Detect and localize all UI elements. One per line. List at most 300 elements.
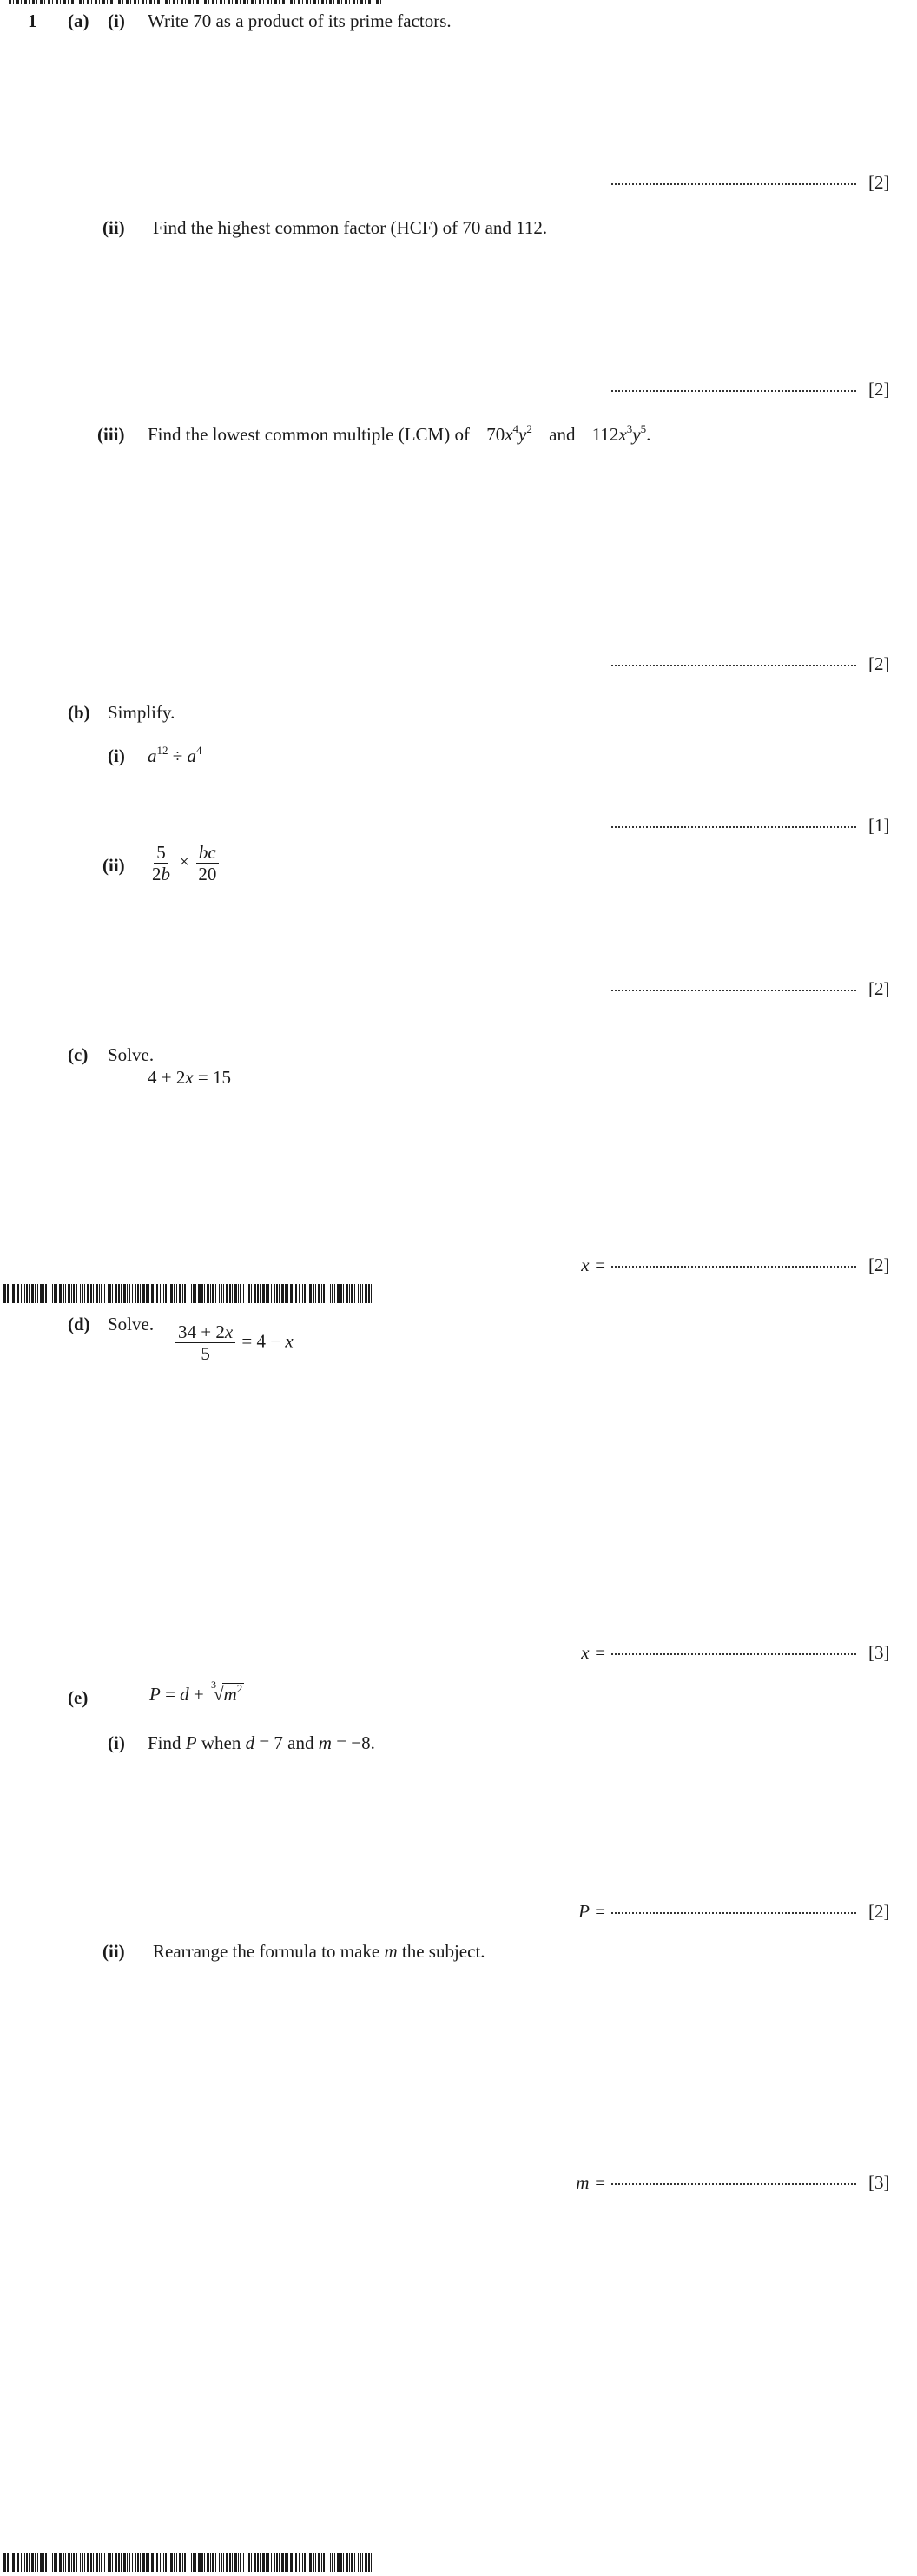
barcode-bar [80, 1284, 81, 1303]
barcode-bar [290, 2553, 293, 2572]
marks-d: [3] [868, 1642, 890, 1663]
answer-dots[interactable] [611, 1266, 856, 1268]
barcode-bar [54, 2553, 56, 2572]
answer-dots[interactable] [611, 826, 856, 828]
barcode-bar [184, 1284, 186, 1303]
barcode-bar [287, 2553, 288, 2572]
barcode-bar [193, 2553, 195, 2572]
barcode-bar [266, 1284, 267, 1303]
barcode-bar [215, 2553, 216, 2572]
part-e-i-label: (i) [108, 1732, 125, 1753]
answer-line-a-i[interactable] [530, 172, 894, 194]
barcode-bar [127, 2553, 128, 2572]
barcode-bar [84, 1284, 85, 1303]
barcode-bar [17, 1284, 19, 1303]
barcode-bar [299, 2553, 300, 2572]
barcode-bar [35, 2553, 36, 2572]
barcode-bar [59, 2553, 62, 2572]
barcode-bar [191, 2553, 192, 2572]
barcode-bar [358, 2553, 359, 2572]
barcode-bar [195, 2553, 196, 2572]
barcode-bar [132, 2553, 133, 2572]
barcode-bar [238, 1284, 239, 1303]
barcode-bar [281, 1284, 284, 1303]
barcode-bar [56, 1284, 57, 1303]
barcode-bar [37, 2553, 38, 2572]
barcode-bar [251, 1284, 252, 1303]
barcode-bar [229, 1284, 231, 1303]
barcode-bar [334, 1284, 335, 1303]
barcode-bar [346, 2553, 348, 2572]
barcode-bar [68, 1284, 70, 1303]
barcode-bar [90, 2553, 92, 2572]
barcode-bar [174, 1284, 175, 1303]
barcode-bar [318, 1284, 320, 1303]
barcode-bar [96, 1284, 98, 1303]
barcode-bar [43, 2553, 44, 2572]
barcode-bar [368, 1284, 370, 1303]
barcode-bar [90, 1284, 92, 1303]
part-e-label: (e) [68, 1687, 89, 1708]
barcode-bar [29, 2553, 30, 2572]
part-e-ii-label: (ii) [102, 1941, 125, 1962]
barcode-bar [221, 1284, 222, 1303]
barcode-bar [302, 2553, 303, 2572]
part-b-i-expression: $a^{12} \div a^4$ [148, 744, 202, 766]
barcode-bar [184, 2553, 186, 2572]
barcode-bar [87, 1284, 89, 1303]
barcode-bar [160, 2553, 161, 2572]
barcode-bar [12, 2553, 15, 2572]
barcode-bar [226, 1284, 228, 1303]
barcode-bar [87, 2553, 89, 2572]
barcode-bar [63, 1284, 64, 1303]
barcode-bar [108, 2553, 109, 2572]
barcode-bar [337, 2553, 340, 2572]
answer-var-c: x = [581, 1255, 606, 1275]
barcode-bar [210, 2553, 211, 2572]
part-c-equation: 4 + 2x = 15 [148, 1067, 232, 1088]
answer-line-b-ii[interactable] [530, 978, 894, 1000]
barcode-bar [285, 1284, 287, 1303]
barcode-bar [257, 2553, 259, 2572]
marks-b-ii: [2] [868, 978, 890, 999]
barcode-bar [365, 2553, 367, 2572]
barcode-bar [295, 1284, 297, 1303]
barcode-bar [215, 1284, 216, 1303]
barcode-bar [276, 1284, 278, 1303]
barcode-bar [59, 1284, 62, 1303]
barcode-bar [93, 2553, 94, 2572]
barcode-bar [76, 2553, 77, 2572]
barcode-bar [176, 1284, 177, 1303]
barcode-bar [52, 1284, 53, 1303]
barcode-bar [7, 2553, 9, 2572]
barcode-bar [193, 1284, 195, 1303]
marks-c: [2] [868, 1255, 890, 1275]
barcode-bar [219, 2553, 220, 2572]
barcode-bar [223, 1284, 224, 1303]
barcode-bar [160, 1284, 161, 1303]
barcode-bar [271, 1284, 272, 1303]
barcode-bar [281, 2553, 284, 2572]
page-barcode [3, 1284, 373, 1303]
barcode-bar [226, 2553, 228, 2572]
barcode-bar [351, 2553, 353, 2572]
barcode-bar [115, 2553, 117, 2572]
lcm-prompt: Find the lowest common multiple (LCM) of [148, 424, 470, 445]
barcode-bar [76, 1284, 77, 1303]
barcode-bar [3, 1284, 6, 1303]
marks-a-ii: [2] [868, 379, 890, 400]
barcode-bar [262, 2553, 265, 2572]
barcode-bar [26, 2553, 28, 2572]
barcode-bar [21, 2553, 22, 2572]
barcode-bar [318, 2553, 320, 2572]
footer-barcode [3, 2553, 373, 2572]
barcode-bar [71, 1284, 72, 1303]
part-d-equation: $\frac{34 + 2x}{5}$ = 4 − x [174, 1322, 294, 1363]
barcode-bar [73, 1284, 75, 1303]
marks-a-i: [2] [868, 172, 890, 193]
barcode-bar [146, 1284, 148, 1303]
barcode-bar [123, 2553, 126, 2572]
barcode-bar [287, 1284, 288, 1303]
answer-line-b-i[interactable] [530, 815, 894, 837]
barcode-bar [371, 2553, 372, 2572]
barcode-bar [351, 1284, 353, 1303]
part-b-i-label: (i) [108, 745, 125, 766]
part-e-formula: P = d + 3 $√m^2$ [149, 1679, 243, 1705]
barcode-bar [248, 1284, 250, 1303]
barcode-bar [212, 2553, 214, 2572]
barcode-bar [323, 1284, 325, 1303]
barcode-bar [354, 1284, 355, 1303]
barcode-bar [343, 1284, 344, 1303]
barcode-bar [267, 2553, 269, 2572]
barcode-bar [343, 2553, 344, 2572]
lcm-and: and [549, 424, 576, 445]
barcode-bar [179, 1284, 181, 1303]
part-e-i-text: Find P when d = 7 and m = −8. [148, 1732, 375, 1753]
part-a-ii-label: (ii) [102, 217, 125, 238]
barcode-bar [82, 1284, 83, 1303]
barcode-bar [260, 1284, 261, 1303]
barcode-bar [45, 2553, 47, 2572]
barcode-bar [340, 2553, 342, 2572]
part-a-i-text: Write 70 as a product of its prime factors. [148, 10, 452, 31]
barcode-bar [101, 2553, 102, 2572]
part-e-ii-text: Rearrange the formula to make m the subject. [153, 1941, 485, 1962]
barcode-bar [219, 1284, 220, 1303]
barcode-bar [109, 2553, 111, 2572]
barcode-bar [40, 2553, 43, 2572]
barcode-bar [204, 1284, 205, 1303]
barcode-bar [254, 1284, 256, 1303]
barcode-bar [163, 2553, 164, 2572]
barcode-bar [165, 1284, 167, 1303]
barcode-bar [29, 1284, 30, 1303]
barcode-bar [240, 2553, 241, 2572]
barcode-bar [360, 1284, 361, 1303]
part-b-ii-label: (ii) [102, 855, 125, 876]
part-b-text: Simplify. [108, 702, 175, 723]
barcode-bar [349, 1284, 350, 1303]
barcode-bar [313, 2553, 314, 2572]
barcode-bar [115, 1284, 117, 1303]
barcode-bar [201, 2553, 203, 2572]
barcode-bar [254, 2553, 256, 2572]
barcode-bar [371, 1284, 372, 1303]
part-d-text: Solve. [108, 1314, 155, 1334]
barcode-bar [232, 2553, 233, 2572]
barcode-bar [182, 1284, 183, 1303]
barcode-bar [274, 2553, 275, 2572]
barcode-bar [262, 1284, 265, 1303]
barcode-bar [123, 1284, 126, 1303]
barcode-bar [212, 1284, 214, 1303]
barcode-bar [148, 1284, 149, 1303]
barcode-bar [257, 1284, 259, 1303]
barcode-bar [234, 2553, 237, 2572]
barcode-bar [340, 1284, 342, 1303]
answer-dots[interactable] [611, 183, 856, 185]
barcode-bar [121, 2553, 122, 2572]
answer-line-d[interactable] [530, 1642, 894, 1664]
barcode-bar [229, 2553, 231, 2572]
barcode-bar [238, 2553, 239, 2572]
barcode-bar [142, 2553, 145, 2572]
barcode-bar [260, 2553, 261, 2572]
part-d-label: (d) [68, 1314, 90, 1334]
barcode-bar [204, 2553, 205, 2572]
barcode-bar [304, 1284, 306, 1303]
barcode-bar [99, 2553, 100, 2572]
question-number: 1 [28, 10, 37, 31]
barcode-bar [266, 2553, 267, 2572]
barcode-bar [129, 2553, 130, 2572]
barcode-bar [12, 1284, 15, 1303]
barcode-bar [360, 2553, 361, 2572]
barcode-bar [321, 1284, 322, 1303]
barcode-bar [309, 1284, 312, 1303]
barcode-bar [315, 1284, 316, 1303]
barcode-bar [80, 2553, 81, 2572]
barcode-bar [151, 2553, 154, 2572]
barcode-bar [251, 2553, 252, 2572]
barcode-bar [201, 1284, 203, 1303]
barcode-bar [146, 2553, 148, 2572]
part-a-ii-text: Find the highest common factor (HCF) of 70 and 112. [153, 217, 548, 238]
barcode-bar [191, 1284, 192, 1303]
part-a-i-label: (i) [108, 10, 125, 31]
barcode-bar [332, 2553, 333, 2572]
answer-line-e-ii[interactable] [530, 2172, 894, 2194]
barcode-bar [295, 2553, 297, 2572]
barcode-bar [148, 2553, 149, 2572]
answer-dots[interactable] [611, 665, 856, 666]
header-barcode-strip [9, 0, 382, 4]
barcode-bar [243, 2553, 244, 2572]
barcode-bar [232, 1284, 233, 1303]
barcode-bar [368, 2553, 370, 2572]
barcode-bar [198, 2553, 201, 2572]
barcode-bar [31, 1284, 34, 1303]
barcode-bar [346, 1284, 348, 1303]
marks-e-i: [2] [868, 1901, 890, 1922]
barcode-bar [354, 2553, 355, 2572]
barcode-bar [26, 1284, 28, 1303]
barcode-bar [3, 2553, 6, 2572]
part-c-text: Solve. [108, 1044, 155, 1065]
answer-line-e-i[interactable] [530, 1901, 894, 1923]
barcode-bar [121, 1284, 122, 1303]
barcode-bar [118, 1284, 120, 1303]
barcode-bar [365, 1284, 367, 1303]
barcode-bar [93, 1284, 94, 1303]
barcode-bar [99, 1284, 100, 1303]
barcode-bar [56, 2553, 57, 2572]
barcode-bar [137, 1284, 139, 1303]
barcode-bar [104, 2553, 105, 2572]
answer-line-a-iii[interactable] [530, 653, 894, 675]
barcode-bar [101, 1284, 102, 1303]
answer-dots[interactable] [611, 2183, 856, 2185]
lcm-term-1: $70x^4y^2$ [486, 422, 532, 445]
barcode-bar [65, 1284, 66, 1303]
barcode-bar [21, 1284, 22, 1303]
barcode-bar [274, 1284, 275, 1303]
marks-a-iii: [2] [868, 653, 890, 674]
part-a-iii-label: (iii) [97, 424, 125, 445]
barcode-bar [198, 1284, 201, 1303]
barcode-bar [71, 2553, 72, 2572]
barcode-bar [82, 2553, 83, 2572]
barcode-bar [108, 1284, 109, 1303]
part-a-label: (a) [68, 10, 89, 31]
barcode-bar [182, 2553, 183, 2572]
barcode-bar [243, 1284, 244, 1303]
barcode-bar [96, 2553, 98, 2572]
barcode-bar [304, 2553, 306, 2572]
barcode-bar [299, 1284, 300, 1303]
barcode-bar [24, 2553, 25, 2572]
barcode-bar [40, 1284, 43, 1303]
lcm-term-2: $112x^3y^5$. [591, 422, 651, 445]
barcode-bar [207, 2553, 209, 2572]
answer-dots[interactable] [611, 390, 856, 392]
barcode-bar [176, 2553, 177, 2572]
barcode-bar [210, 1284, 211, 1303]
barcode-bar [358, 1284, 359, 1303]
barcode-bar [7, 1284, 9, 1303]
barcode-bar [127, 1284, 128, 1303]
part-b-label: (b) [68, 702, 90, 723]
barcode-bar [315, 2553, 316, 2572]
barcode-bar [330, 2553, 331, 2572]
barcode-bar [63, 2553, 64, 2572]
barcode-bar [54, 1284, 56, 1303]
barcode-bar [24, 1284, 25, 1303]
barcode-bar [332, 1284, 333, 1303]
answer-var-e-ii: m = [576, 2172, 606, 2193]
barcode-bar [129, 1284, 130, 1303]
barcode-bar [309, 2553, 312, 2572]
answer-line-c[interactable] [530, 1255, 894, 1276]
barcode-bar [240, 1284, 241, 1303]
barcode-bar [163, 1284, 164, 1303]
barcode-bar [179, 2553, 181, 2572]
barcode-bar [112, 1284, 113, 1303]
barcode-bar [276, 2553, 278, 2572]
barcode-bar [302, 1284, 303, 1303]
answer-line-a-ii[interactable] [530, 379, 894, 401]
barcode-bar [195, 1284, 196, 1303]
barcode-bar [104, 1284, 105, 1303]
barcode-bar [37, 1284, 38, 1303]
barcode-bar [137, 2553, 139, 2572]
marks-e-ii: [3] [868, 2172, 890, 2193]
barcode-bar [362, 2553, 363, 2572]
barcode-bar [174, 2553, 175, 2572]
barcode-bar [279, 1284, 280, 1303]
barcode-bar [330, 1284, 331, 1303]
barcode-bar [140, 1284, 141, 1303]
barcode-bar [170, 1284, 173, 1303]
barcode-bar [156, 1284, 158, 1303]
barcode-bar [151, 1284, 154, 1303]
barcode-bar [156, 2553, 158, 2572]
barcode-bar [321, 2553, 322, 2572]
barcode-bar [135, 2553, 136, 2572]
barcode-bar [142, 1284, 145, 1303]
barcode-bar [135, 1284, 136, 1303]
barcode-bar [223, 2553, 224, 2572]
barcode-bar [267, 1284, 269, 1303]
answer-dots[interactable] [611, 1912, 856, 1914]
barcode-bar [221, 2553, 222, 2572]
barcode-bar [290, 1284, 293, 1303]
answer-dots[interactable] [611, 1653, 856, 1655]
barcode-bar [140, 2553, 141, 2572]
part-c-label: (c) [68, 1044, 89, 1065]
barcode-bar [248, 2553, 250, 2572]
barcode-bar [279, 2553, 280, 2572]
barcode-bar [234, 1284, 237, 1303]
part-a-iii-text [148, 424, 650, 446]
barcode-bar [132, 1284, 133, 1303]
barcode-bar [31, 2553, 34, 2572]
barcode-bar [323, 2553, 325, 2572]
barcode-bar [165, 2553, 167, 2572]
barcode-bar [118, 2553, 120, 2572]
part-b-ii-expression: $\frac{5}{2b}$ × $\frac{bc}{20}$ [148, 843, 221, 884]
barcode-bar [45, 1284, 47, 1303]
barcode-bar [65, 2553, 66, 2572]
barcode-bar [17, 2553, 19, 2572]
answer-dots[interactable] [611, 990, 856, 991]
barcode-bar [68, 2553, 70, 2572]
barcode-bar [285, 2553, 287, 2572]
barcode-bar [313, 1284, 314, 1303]
answer-var-d: x = [581, 1642, 606, 1663]
barcode-bar [207, 1284, 209, 1303]
barcode-bar [334, 2553, 335, 2572]
barcode-bar [43, 1284, 44, 1303]
marks-b-i: [1] [868, 815, 890, 836]
barcode-bar [52, 2553, 53, 2572]
barcode-bar [35, 1284, 36, 1303]
